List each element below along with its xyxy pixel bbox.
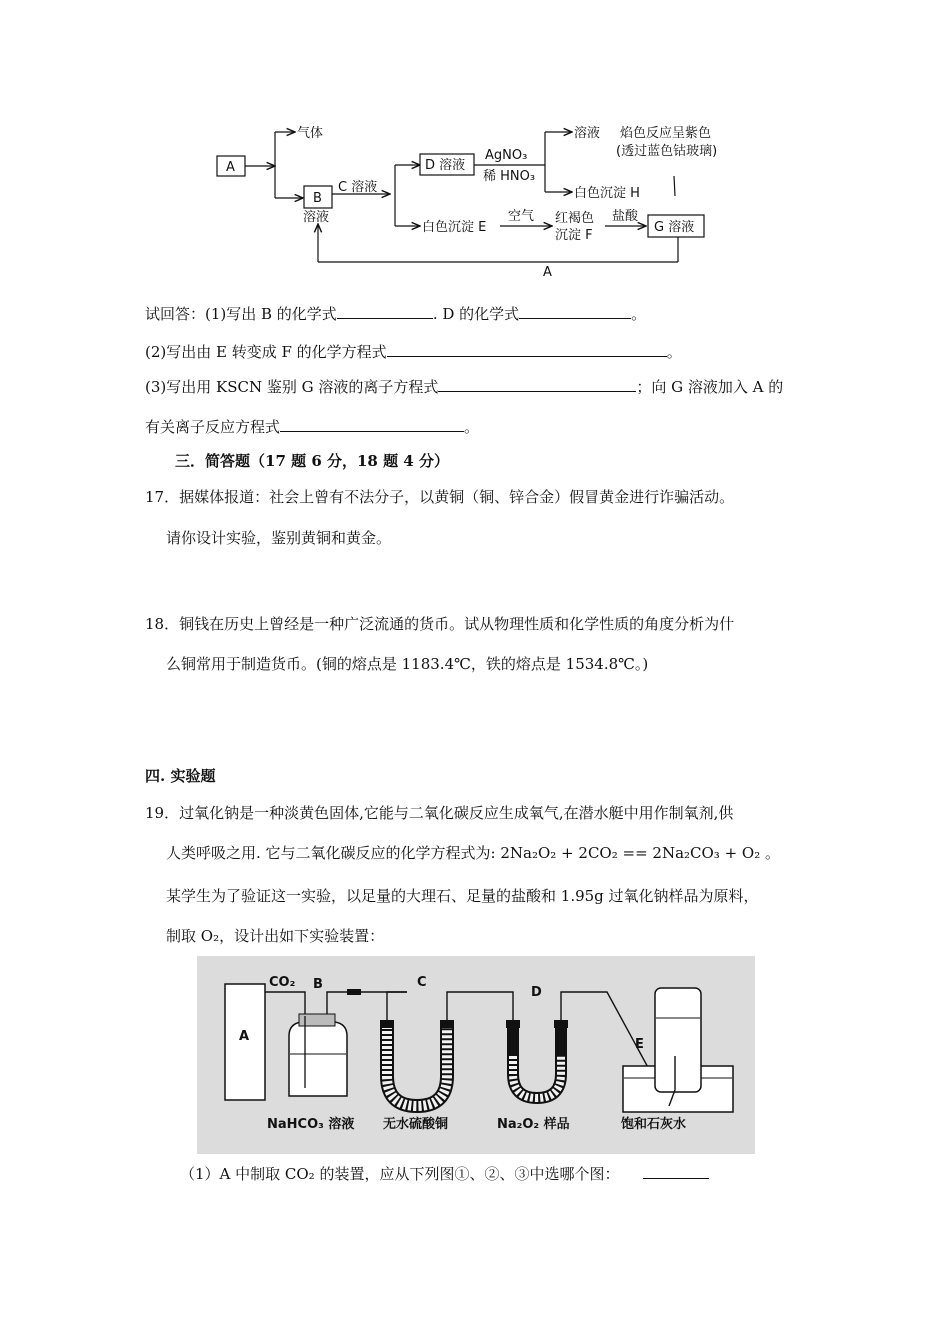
label-e: E (635, 1037, 644, 1052)
red-brown-label-1: 红褐色 (555, 211, 595, 226)
label-d: D (531, 985, 542, 1000)
bottle-b (289, 1022, 347, 1096)
question-3 (145, 375, 783, 397)
label-co2: CO₂ (269, 975, 296, 990)
u-tube-c-stopper-right (440, 1020, 454, 1028)
return-label: A (543, 265, 552, 280)
solution-label: 溶液 (574, 126, 601, 141)
air-label: 空气 (508, 209, 535, 224)
question-3-line-2 (145, 415, 479, 437)
question-1 (145, 302, 646, 324)
q3-end-text: 。 (464, 418, 480, 436)
q17-line-2: 请你设计实验，鉴别黄铜和黄金。 (166, 529, 392, 547)
q19-line-2: 人类呼吸之用. 它与二氧化碳反应的化学方程式为: 2Na₂O₂ + 2CO₂ == 2Na₂CO₃ + O₂ 。 (166, 844, 780, 862)
u-tube-c-stopper-left (380, 1020, 394, 1028)
answer-blank-d[interactable] (519, 302, 631, 319)
c-solution-label: C 溶液 (338, 180, 378, 195)
q19-line-3: 某学生为了验证这一实验，以足量的大理石、足量的盐酸和 1.95g 过氧化钠样品为原料， (166, 887, 759, 905)
answer-blank-b[interactable] (337, 302, 433, 319)
answer-blank-kscn[interactable] (438, 375, 636, 392)
q3-mid-text: ；向 G 溶液加入 A 的 (636, 378, 784, 396)
u-tube-d-stopper-right (554, 1020, 568, 1028)
question-2 (145, 340, 682, 362)
hydrochloric-label: 盐酸 (612, 209, 639, 224)
sub-question-1 (180, 1162, 709, 1184)
q17-line-1: 17．据媒体报道：社会上曾有不法分子，以黄铜（铜、锌合金）假冒黄金进行诈骗活动。 (145, 488, 735, 506)
gas-collection-cylinder (655, 988, 701, 1092)
section-3-title: 三．简答题（17 题 6 分，18 题 4 分） (175, 452, 449, 470)
red-brown-label-2: 沉淀 F (555, 228, 593, 243)
section-4-title: 四. 实验题 (145, 767, 216, 785)
caption-d: Na₂O₂ 样品 (497, 1117, 570, 1132)
label-a: A (239, 1029, 250, 1044)
q18-line-1: 18．铜钱在历史上曾经是一种广泛流通的货币。试从物理性质和化学性质的角度分析为什 (145, 615, 735, 633)
flame-test-label: 焰色反应呈紫色 (620, 126, 712, 141)
label-c: C (417, 975, 427, 990)
caption-e: 饱和石灰水 (621, 1117, 687, 1132)
q1-mid-text: . D 的化学式 (432, 305, 520, 323)
flame-note-label: (透过蓝色钴玻璃) (616, 144, 718, 159)
node-b-label: B (313, 191, 322, 206)
q2-text: (2)写出由 E 转变成 F 的化学方程式 (145, 343, 387, 361)
white-ppt-e-label: 白色沉淀 E (422, 220, 487, 235)
tube-joint-b (347, 989, 361, 995)
q1-text: 试回答：(1)写出 B 的化学式 (145, 305, 337, 323)
q2-end-text: 。 (666, 343, 682, 361)
u-tube-d-stopper-left (506, 1020, 520, 1028)
q3-text: (3)写出用 KSCN 鉴别 G 溶液的离子方程式 (145, 378, 439, 396)
white-ppt-h-label: 白色沉淀 H (574, 186, 640, 201)
q1-end-text: 。 (631, 305, 647, 323)
reaction-flowchart (200, 118, 760, 283)
answer-blank-g-a[interactable] (280, 415, 464, 432)
caption-c: 无水硫酸铜 (383, 1117, 449, 1132)
q19-line-1: 19．过氧化钠是一种淡黄色固体,它能与二氧化碳反应生成氧气,在潜水艇中用作制氧剂,供 (145, 804, 734, 822)
experiment-apparatus-figure (197, 956, 755, 1154)
gas-label: 气体 (297, 126, 324, 141)
node-a-label: A (226, 160, 235, 175)
answer-blank-sub1[interactable] (643, 1162, 709, 1179)
q18-line-2: 么铜常用于制造货币。(铜的熔点是 1183.4℃，铁的熔点是 1534.8℃。) (166, 655, 649, 673)
b-solution-label: 溶液 (303, 210, 330, 225)
answer-blank-e-to-f[interactable] (387, 340, 667, 357)
d-solution-label: D 溶液 (425, 158, 466, 173)
caption-b: NaHCO₃ 溶液 (267, 1117, 355, 1132)
reagent-agno3: AgNO₃ (485, 148, 528, 163)
q3-line2-text: 有关离子反应方程式 (145, 418, 281, 436)
q19-line-4: 制取 O₂，设计出如下实验装置： (166, 927, 385, 945)
g-solution-label: G 溶液 (654, 220, 695, 235)
sub1-text: （1）A 中制取 CO₂ 的装置，应从下列图①、②、③中选哪个图： (180, 1165, 620, 1183)
reagent-hno3: 稀 HNO₃ (483, 169, 536, 184)
label-b: B (313, 977, 323, 992)
